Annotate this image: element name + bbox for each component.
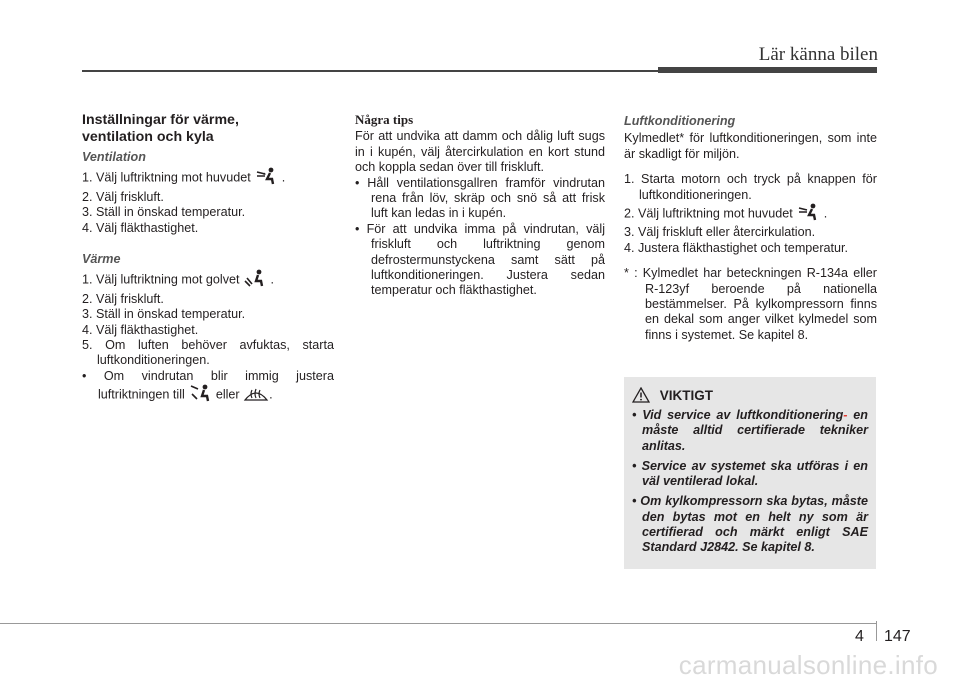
warning-item: • Om kylkompressorn ska bytas, måste den bytas mot en helt ny som är certifierad och märkt enligt SAE Standard J2842. Se kapitel 8. [632, 494, 868, 555]
subheading-varme: Värme [82, 252, 121, 267]
list-item: 1. Starta motorn och tryck på knappen för luftkonditioneringen. [624, 172, 877, 202]
list-item: 3. Ställ in önskad temperatur. [82, 307, 246, 322]
list-item: 3. Ställ in önskad temperatur. [82, 205, 246, 220]
watermark: carmanualsonline.info [678, 650, 938, 680]
face-vent-icon [254, 167, 278, 189]
chapter-number: 4 [855, 628, 864, 645]
list-item: 1. Välj luftriktning mot golvet . [82, 269, 334, 291]
list-item: 5. Om luften behöver avfuktas, starta luftkonditioneringen. [82, 338, 334, 368]
defrost-icon [243, 384, 269, 406]
column-middle [355, 112, 605, 299]
footer-divider [876, 621, 877, 641]
tips-intro: För att undvika att damm och dålig luft sugs in i kupén, välj återcirkulation en kort stund och koppla sedan över till friskluft. [355, 129, 605, 175]
list-item: 4. Justera fläkthastighet och temperatur. [624, 240, 849, 255]
floor-vent-icon [243, 269, 267, 291]
warning-item: • Service av systemet ska utföras i en väl ventilerad lokal. [632, 458, 868, 489]
header-title: Lär känna bilen [758, 44, 878, 65]
section-title: Inställningar för värme, ventilation och kyla [82, 112, 239, 145]
subheading-ventilation: Ventilation [82, 150, 146, 164]
list-item: 3. Välj friskluft eller återcirkulation. [624, 225, 816, 240]
header-rule-accent [658, 67, 877, 73]
list-item: 4. Välj fläkthastighet. [82, 220, 199, 235]
warning-box [624, 377, 876, 569]
page-number: 147 [884, 628, 911, 645]
column-right [624, 112, 877, 343]
footnote: * : Kylmedlet har beteckningen R-134a eller R-123yf beroende på nationella bestämmelser. På kylkompressorn finns en dekal som anger vilket kylmedel som finns i systemet. Se kapitel 8. [624, 266, 877, 342]
face-vent-icon [796, 203, 820, 225]
warning-item: • Vid service av luftkonditionering- en måste alltid certifierade tekniker anlitas. [632, 408, 868, 453]
warning-triangle-icon [632, 388, 660, 403]
list-item: 2. Välj luftriktning mot huvudet . [624, 203, 877, 225]
floor-defrost-icon [188, 384, 212, 406]
footer-rule [0, 623, 876, 624]
warning-title: VIKTIGT [632, 387, 713, 403]
tips-heading: Några tips [355, 112, 414, 127]
list-item: • Håll ventilationsgallren framför vindrutan rena från löv, skräp och snö så att frisk luft kan ledas in i kupén. [355, 175, 605, 221]
list-item: 2. Välj friskluft. [82, 291, 164, 306]
subheading-ac: Luftkonditionering [624, 114, 736, 128]
warning-list [632, 408, 868, 561]
list-item: 4. Välj fläkthastighet. [82, 322, 199, 337]
ac-intro: Kylmedlet* för luftkonditioneringen, som inte är skadligt för miljön. [624, 131, 877, 161]
list-item: 2. Välj friskluft. [82, 189, 164, 204]
column-left [82, 112, 334, 407]
list-item: 1. Välj luftriktning mot huvudet . [82, 167, 334, 189]
list-item: • Om vindrutan blir immig justera luftriktningen till eller . [82, 369, 334, 407]
list-item: • För att undvika imma på vindrutan, välj friskluft och luftriktning genom defrostermunstyckena samt sätt på luftkonditioneringen. Justera sedan temperatur och fläkthastighet. [355, 221, 605, 298]
